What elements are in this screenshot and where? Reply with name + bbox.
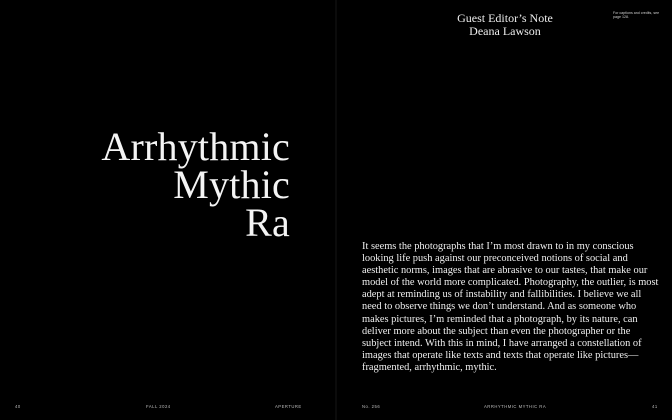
- editor-note-author: Deana Lawson: [469, 24, 541, 38]
- left-page-number: 40: [15, 404, 21, 409]
- left-folio-season: FALL 2024: [146, 404, 171, 409]
- body-paragraph: It seems the photographs that I’m most drawn to in my conscious looking life push against our preconceived notions of social and aesthetic norms, images that are abrasive to our tastes, that make our model of the world more complicated. Photography, the outlier, is most adept at reminding us of instability and fallibilities. I believe we all need to observe things we don’t understand. And as someone who makes pictures, I’m reminded that a photograph, by its nature, can deliver more about the subject than even the photographer or the subject intend. With this in mind, I have arranged a constellation of images that operate like texts and texts that operate like pictures—fragmented, arrhythmic, mythic.: [362, 241, 659, 373]
- feature-title: [20, 124, 290, 245]
- right-folio-issue: No. 256: [362, 404, 381, 409]
- title-line-1: Arrhythmic: [101, 124, 290, 169]
- title-line-2: Mythic: [173, 162, 290, 207]
- right-folio-section: ARRHYTHMIC MYTHIC RA: [484, 404, 547, 409]
- left-folio-magazine: APERTURE: [275, 404, 302, 409]
- editor-note-kicker: Guest Editor’s Note: [457, 11, 553, 25]
- title-line-3: Ra: [245, 200, 290, 245]
- page-gutter: [335, 0, 337, 420]
- caption-credits-note: For captions and credits, see page 128.: [613, 11, 660, 20]
- editor-note-header: [430, 12, 580, 38]
- right-page-number: 41: [652, 404, 658, 409]
